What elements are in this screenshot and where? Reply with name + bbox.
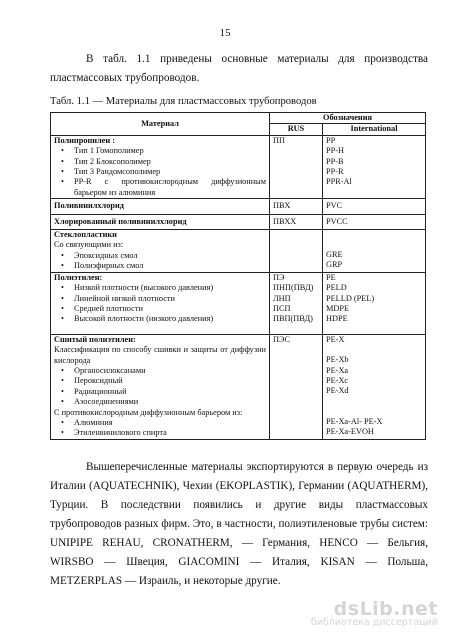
list-item: • Средней плотности	[74, 304, 266, 314]
intl-value: PELD	[326, 283, 347, 293]
material-list	[54, 418, 266, 439]
list-item: • Тип 1 Гомополимер	[74, 146, 266, 156]
intl-value: PE-Xd	[326, 386, 349, 396]
material-list	[54, 251, 266, 272]
list-item: • Линейной низкой плотности	[74, 294, 266, 304]
rus-value: ПВП(ПВД)	[273, 314, 313, 324]
header-international: International	[323, 124, 426, 135]
rus-cell: ПВХХ	[270, 214, 323, 229]
rus-value: ЛНП	[273, 293, 291, 303]
intl-value: PP-R	[326, 167, 344, 177]
intl-value: PE-Xa-EVOH	[326, 427, 374, 437]
table-row	[51, 135, 426, 198]
list-item: • Азосоединениями	[74, 397, 266, 407]
outro-paragraph: Вышеперечисленные материалы экспортируются в первую очередь из Италии (AQUATECHNIK), Чехии (EKOPLASTIK), Германии (AQUATHERM), Турции. В последствии появились и другие виды пластмассовых трубопроводов разных фирм. Это, в частности, полиэтиленовые трубы систем: UNIPIPE REHAU, CRONATHERM, — Германия, HENCO — Бельгия, WIRSBO — Швеция, GIACOMINI — Италия, KISAN — Польша, METZERPLAS — Израиль, и некоторые другие.	[50, 461, 428, 587]
material-cell	[51, 272, 270, 334]
table-row	[51, 230, 426, 273]
list-item: • Тип 3 Рандомсополимер	[74, 167, 266, 177]
watermark-brand: dsLib.net	[333, 598, 438, 620]
intl-value: PP	[326, 135, 336, 145]
rus-cell: ПП	[270, 135, 323, 198]
rus-cell: ПЭС	[270, 334, 323, 439]
rus-cell	[270, 230, 323, 273]
material-list	[54, 366, 266, 408]
intl-value: PE	[326, 272, 336, 282]
intl-value: PELLD (PEL)	[326, 293, 375, 303]
material-title: Хлорированный поливинилхлорид	[51, 214, 270, 229]
table-row	[51, 214, 426, 229]
intl-value: MDPE	[326, 303, 350, 313]
table-row	[51, 272, 426, 334]
material-title: Стеклопластики	[54, 230, 117, 240]
header-material: Материал	[51, 113, 270, 136]
table-row	[51, 334, 426, 439]
intl-value: PE-X	[326, 334, 345, 344]
material-subtitle: Со связующими из:	[54, 240, 124, 250]
rus-value: ПСП	[273, 303, 291, 313]
intl-cell	[323, 135, 426, 198]
material-list	[54, 146, 266, 198]
intl-value: PE-Xc	[326, 375, 349, 385]
list-item: • Высокой плотности (низкого давления)	[74, 314, 266, 324]
list-item: • PP-R с противокислородным диффузионным барьером из алюминия	[74, 177, 266, 198]
intl-value: PP-B	[326, 156, 344, 166]
watermark	[311, 598, 438, 628]
intl-value: HDPE	[326, 314, 348, 324]
table-header-row	[51, 113, 426, 124]
material-cell	[51, 334, 270, 439]
material-cell	[51, 135, 270, 198]
list-item: • Низкой плотности (высокого давления)	[74, 283, 266, 293]
intl-cell	[323, 272, 426, 334]
intl-value: PE-Xa-Al- PE-X	[326, 416, 383, 426]
material-title: Поливинилхлорид	[51, 199, 270, 214]
material-title: Полипропилен :	[54, 135, 115, 145]
list-item: • Алюминия	[74, 418, 266, 428]
list-item: • Радиационный	[74, 387, 266, 397]
intl-cell	[323, 230, 426, 273]
header-rus: RUS	[270, 124, 323, 135]
material-subtitle: С противокислородным диффузионным барьером из:	[54, 407, 243, 417]
intl-value: PPR-Al	[326, 177, 352, 187]
material-list	[54, 283, 266, 325]
intl-value: GRP	[326, 260, 343, 270]
intl-cell: PVCC	[323, 214, 426, 229]
material-title: Сшитый полиэтилен:	[54, 334, 136, 344]
list-item: • Этиленвинилового спирта	[74, 428, 266, 438]
material-title: Полиэтилен:	[54, 272, 103, 282]
materials-table	[50, 112, 426, 440]
table-caption: Табл. 1.1 — Материалы для пластмассовых трубопроводов	[50, 96, 317, 107]
intl-cell	[323, 334, 426, 439]
list-item: • Тип 2 Блоксополимер	[74, 157, 266, 167]
rus-value: ПНП(ПВД)	[273, 283, 314, 293]
watermark-subtitle: библиотека диссертаций	[310, 617, 438, 628]
intl-cell: PVC	[323, 199, 426, 214]
list-item: • Эпоксидных смол	[74, 251, 266, 261]
intro-paragraph: В табл. 1.1 приведены основные материалы для производства пластмассовых трубопроводов.	[50, 53, 428, 84]
intl-value: PP-H	[326, 146, 344, 156]
list-item: • Полиэфирных смол	[74, 261, 266, 271]
intl-value: GRE	[326, 250, 343, 260]
table-row	[51, 199, 426, 214]
intl-value: PE-Xa	[326, 365, 349, 375]
intl-value: PE-Xb	[326, 355, 349, 365]
page-number: 15	[219, 27, 231, 39]
material-cell	[51, 230, 270, 273]
header-designation: Обозначения	[270, 113, 426, 124]
rus-value: ПЭ	[273, 272, 285, 282]
list-item: • Органосилоксанами	[74, 366, 266, 376]
rus-cell: ПВХ	[270, 199, 323, 214]
rus-cell	[270, 272, 323, 334]
material-description: Классификация по способу сшивки и защиты от диффузии кислорода	[54, 345, 266, 365]
list-item: • Пероксидный	[74, 376, 266, 386]
